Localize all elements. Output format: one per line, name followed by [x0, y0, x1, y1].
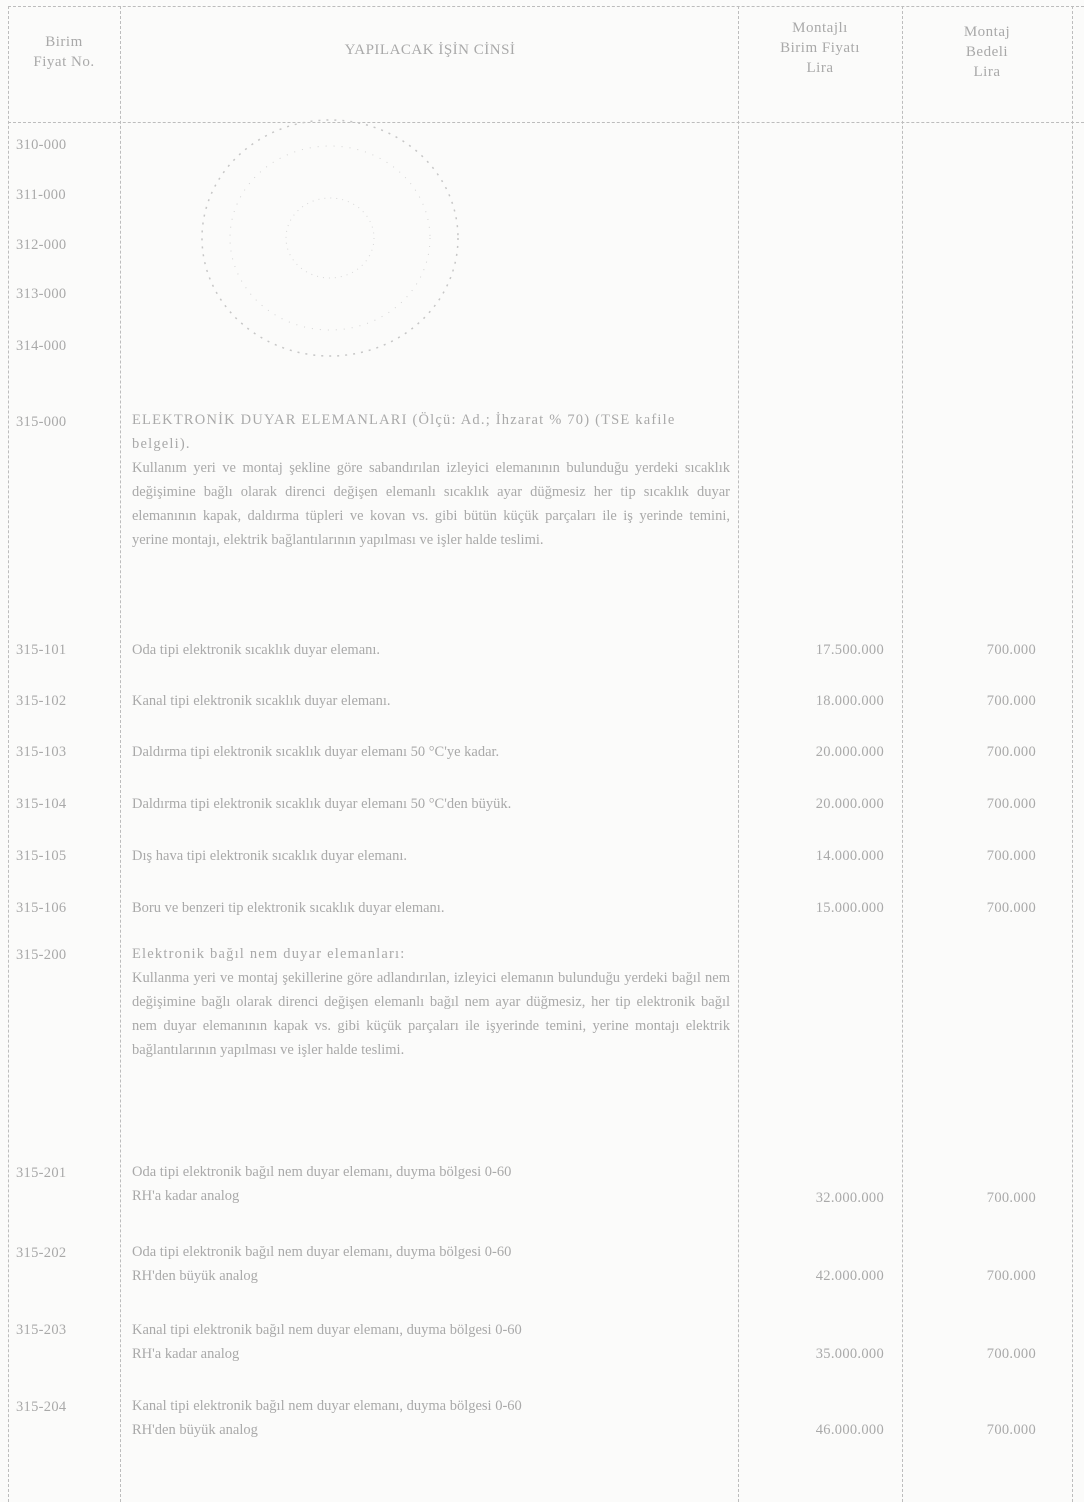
- section-code: 315-000: [16, 414, 67, 430]
- install-cost: 700.000: [986, 744, 1036, 760]
- item-description: Kanal tipi elektronik sıcaklık duyar elemanı.: [132, 693, 391, 709]
- install-cost: 700.000: [986, 642, 1036, 658]
- top-border: [8, 6, 1084, 7]
- item-code: 315-101: [16, 642, 67, 658]
- column-divider: [120, 6, 121, 1502]
- stamp-seal: [190, 100, 480, 370]
- item-code: 311-000: [16, 187, 66, 203]
- item-description: Dış hava tipi elektronik sıcaklık duyar elemanı.: [132, 848, 408, 864]
- item-code: 315-106: [16, 900, 67, 916]
- unit-price: 46.000.000: [815, 1422, 884, 1438]
- item-code: 315-203: [16, 1322, 67, 1338]
- column-divider: [738, 6, 739, 1502]
- item-code: 315-104: [16, 796, 67, 812]
- section-description: [132, 408, 730, 552]
- item-code: 313-000: [16, 286, 67, 302]
- header-install-cost: Montaj Bedeli Lira: [963, 24, 1011, 80]
- unit-price: 17.500.000: [815, 642, 884, 658]
- section-body: Kullanım yeri ve montaj şekline göre sabandırılan izleyici elemanının bulunduğu yerdeki sıcaklık değişimine bağlı olarak direnci değişen elemanlı sıcaklık ayar düğmesiz her tip sıcaklık duyar elemanının kapak, daldırma tüpleri ve kovan vs. gibi bütün küçük parçaları ile iş yerinde temini, yerine montajı, elektrik bağlantılarının yapılması ve işler halde teslimi.: [132, 460, 730, 548]
- column-divider: [8, 6, 9, 1502]
- header-unit-price: Montajlı Birim Fiyatı Lira: [780, 20, 860, 76]
- unit-price: 18.000.000: [815, 693, 884, 709]
- item-description: Daldırma tipi elektronik sıcaklık duyar elemanı 50 °C'ye kadar.: [132, 744, 500, 760]
- header-code: Birim Fiyat No.: [33, 34, 95, 70]
- item-description: Boru ve benzeri tip elektronik sıcaklık duyar elemanı.: [132, 900, 445, 916]
- unit-price: 14.000.000: [815, 848, 884, 864]
- unit-price: 35.000.000: [815, 1346, 884, 1362]
- item-code: 315-201: [16, 1165, 67, 1181]
- install-cost: 700.000: [986, 1190, 1036, 1206]
- section-title: ELEKTRONİK DUYAR ELEMANLARI (Ölçü: Ad.; İhzarat % 70) (TSE kafile belgeli).: [132, 412, 676, 452]
- unit-price: 20.000.000: [815, 744, 884, 760]
- install-cost: 700.000: [986, 693, 1036, 709]
- item-description: Oda tipi elektronik bağıl nem duyar elemanı, duyma bölgesi 0-60 RH'den büyük analog: [132, 1244, 512, 1284]
- column-divider: [902, 6, 903, 1502]
- item-description: Daldırma tipi elektronik sıcaklık duyar elemanı 50 °C'den büyük.: [132, 796, 512, 812]
- section-code: 315-200: [16, 947, 67, 963]
- header-work-type: YAPILACAK İŞİN CİNSİ: [344, 42, 516, 58]
- unit-price: 42.000.000: [815, 1268, 884, 1284]
- section-description: [132, 942, 730, 1062]
- item-description: Kanal tipi elektronik bağıl nem duyar elemanı, duyma bölgesi 0-60 RH'a kadar analog: [132, 1322, 522, 1362]
- install-cost: 700.000: [986, 1346, 1036, 1362]
- unit-price: 20.000.000: [815, 796, 884, 812]
- item-description: Oda tipi elektronik sıcaklık duyar elemanı.: [132, 642, 381, 658]
- item-code: 314-000: [16, 338, 67, 354]
- install-cost: 700.000: [986, 796, 1036, 812]
- header-divider: [8, 122, 1084, 123]
- install-cost: 700.000: [986, 848, 1036, 864]
- item-code: 312-000: [16, 237, 67, 253]
- install-cost: 700.000: [986, 1268, 1036, 1284]
- install-cost: 700.000: [986, 900, 1036, 916]
- install-cost: 700.000: [986, 1422, 1036, 1438]
- item-code: 315-105: [16, 848, 67, 864]
- item-code: 315-204: [16, 1399, 67, 1415]
- unit-price: 15.000.000: [815, 900, 884, 916]
- column-divider: [1072, 6, 1073, 1502]
- section-body: Kullanma yeri ve montaj şekillerine göre adlandırılan, izleyici elemanın bulunduğu yerdeki bağıl nem değişimine bağlı olarak direnci değişen elemanlı bağıl nem ayar düğmesiz, her tip elektronik bağıl nem duyar elemanının kapak vs. gibi küçük parçaları ile işyerinde temini, yerine montajı elektrik bağlantılarının yapılması ve işler halde teslimi.: [132, 970, 730, 1058]
- unit-price: 32.000.000: [815, 1190, 884, 1206]
- item-code: 315-102: [16, 693, 67, 709]
- item-description: Oda tipi elektronik bağıl nem duyar elemanı, duyma bölgesi 0-60 RH'a kadar analog: [132, 1164, 512, 1204]
- item-code: 315-103: [16, 744, 67, 760]
- section-title: Elektronik bağıl nem duyar elemanları:: [132, 946, 406, 962]
- item-code: 315-202: [16, 1245, 67, 1261]
- item-description: Kanal tipi elektronik bağıl nem duyar elemanı, duyma bölgesi 0-60 RH'den büyük analog: [132, 1398, 522, 1438]
- item-code: 310-000: [16, 137, 67, 153]
